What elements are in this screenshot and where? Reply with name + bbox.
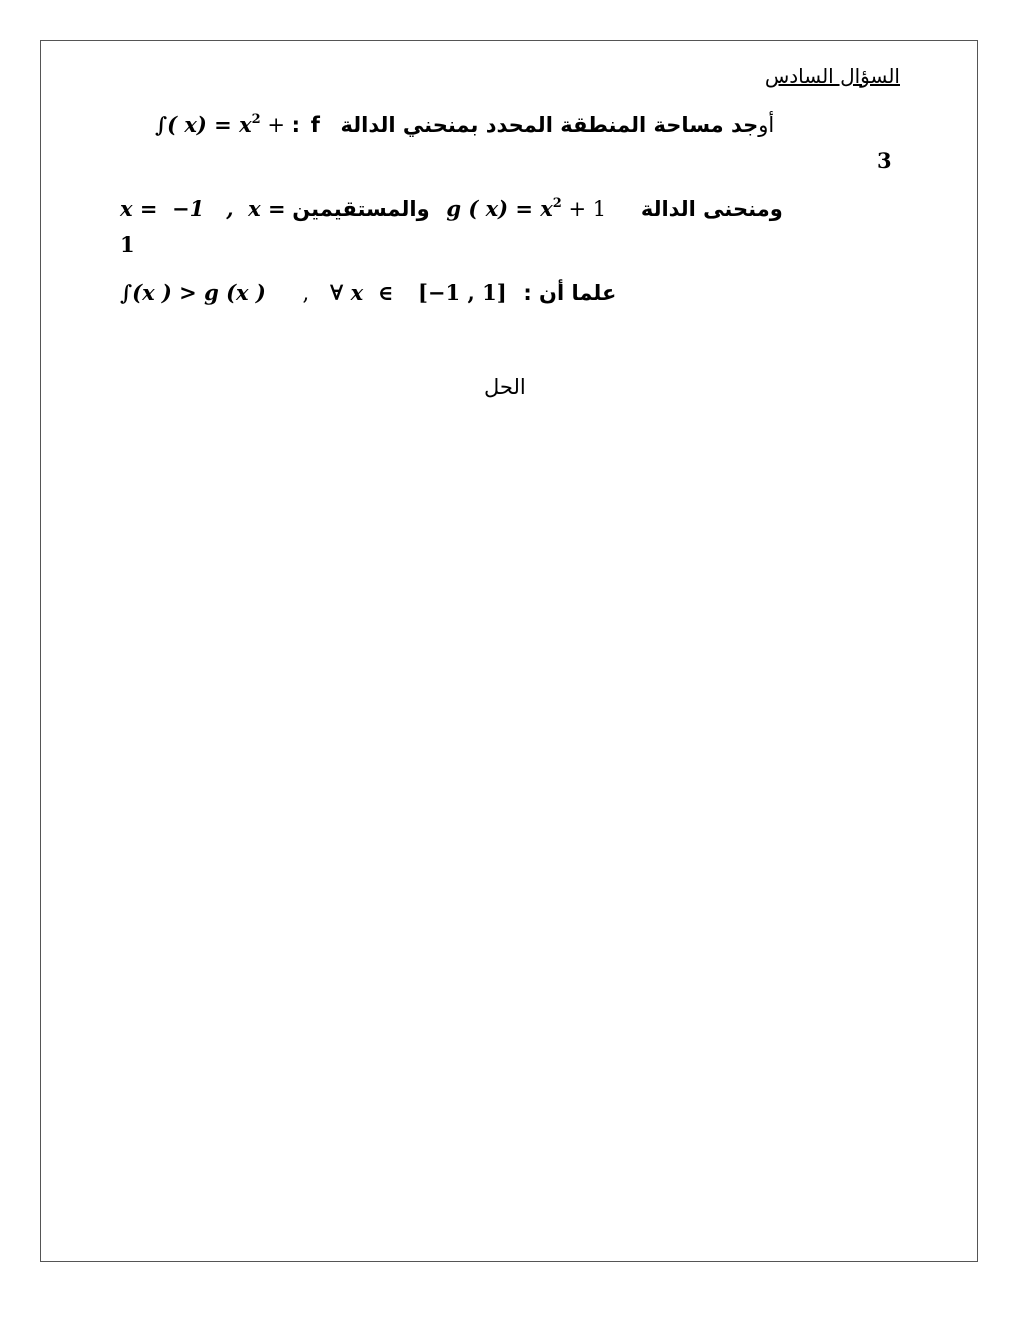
question-sentence-1: أوجد مساحة المنطقة المحدد بمنحني الدالة [340,113,775,137]
f-colon: : [291,113,301,137]
forall-expr: ∀ x ∈ [329,280,394,305]
f-definition-expr: ∫( $x) = x^2$ + [155,112,285,137]
g-definition-expr: g ( $x) = x^2 + 1$ [446,196,607,221]
vertical-line-value: 1 [120,232,135,257]
question-line-2 [120,196,783,221]
interval-expr: [−1 , 1] [418,280,507,305]
given-that-label: علما أن : [523,281,617,305]
lines-label: والمستقيمين [292,197,430,221]
inequality-expr: ∫(x ) > g (x ) [120,280,266,305]
page-border [40,40,978,1262]
f-name: f [310,113,320,137]
inequality-comma: , [302,281,310,305]
g-function-label: ومنحنى الدالة [640,197,783,221]
f-constant: 3 [877,148,892,173]
vertical-lines-expr: x = −1 , x = [120,196,286,221]
question-line-1 [155,112,774,137]
question-line-3 [120,280,616,305]
question-title: السؤال السادس [764,64,900,88]
solution-label: الحل [484,375,526,399]
